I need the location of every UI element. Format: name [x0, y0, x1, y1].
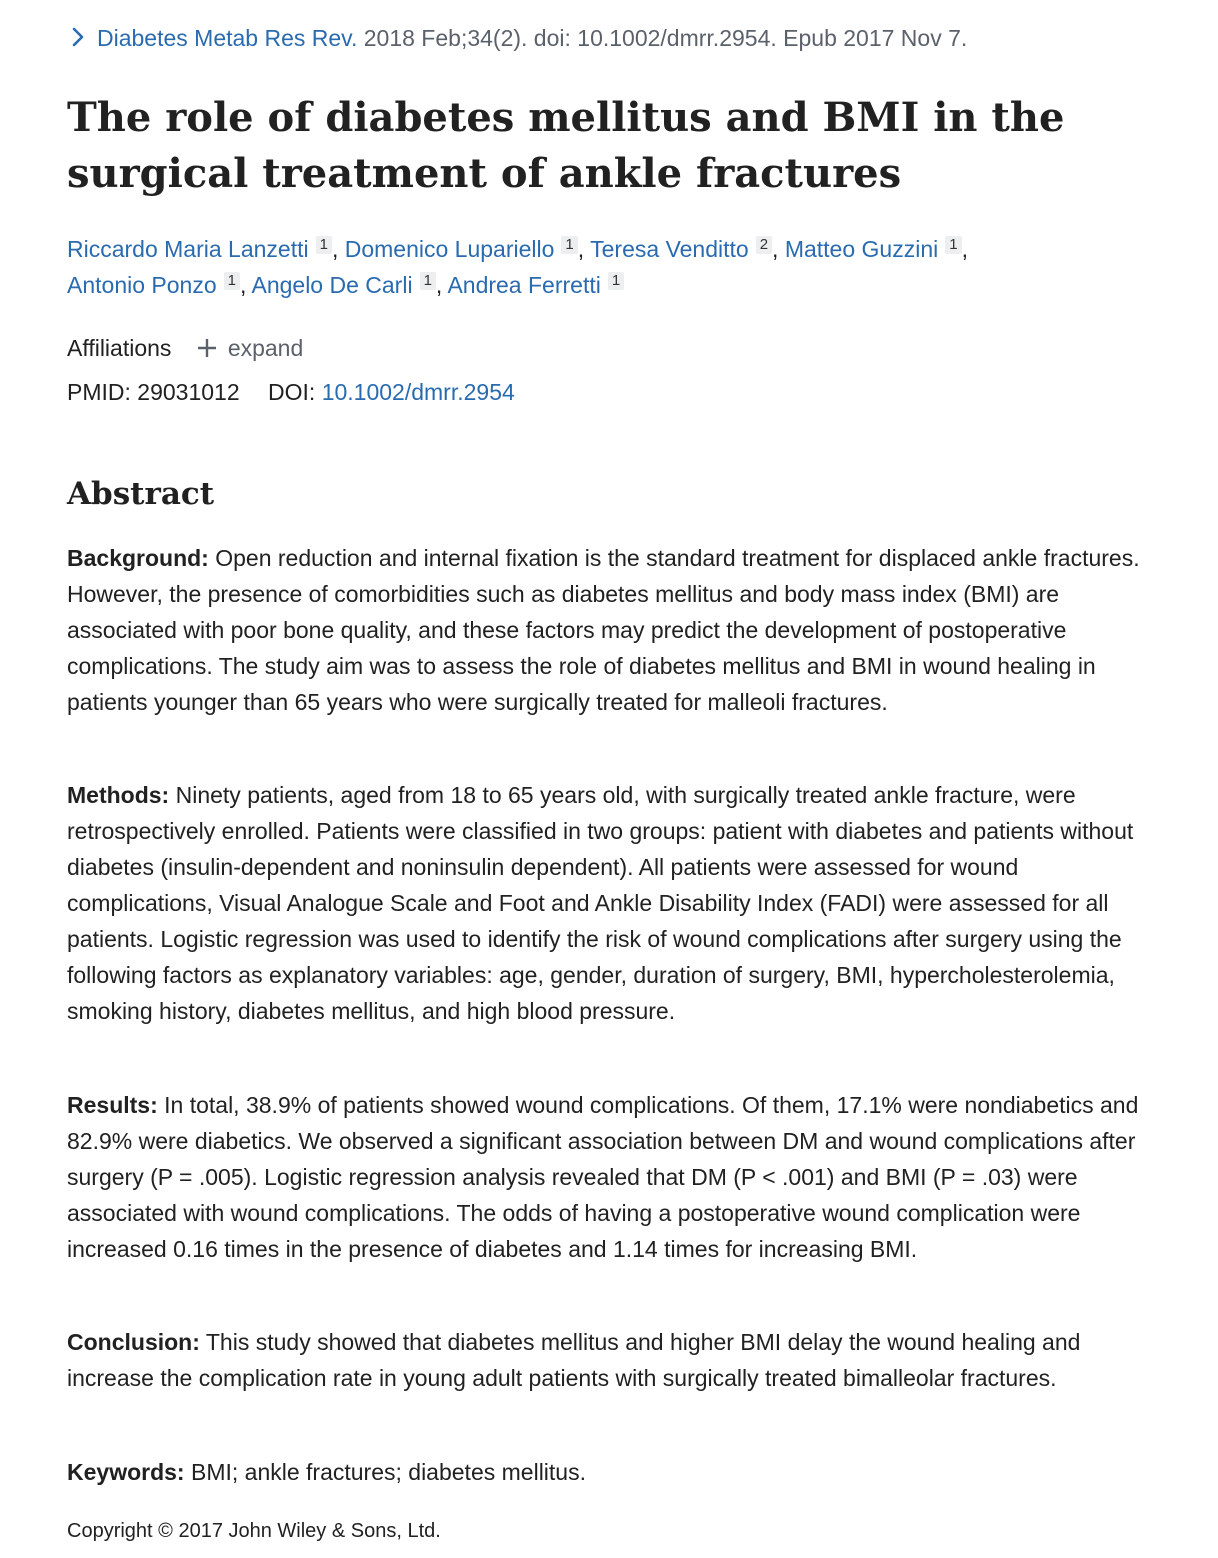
conclusion-label: Conclusion:	[67, 1329, 200, 1355]
conclusion-text: This study showed that diabetes mellitus and higher BMI delay the wound healing and increase the complication rate in young adult patients with surgically treated bimalleolar fractures.	[67, 1329, 1081, 1391]
abstract-heading: Abstract	[67, 476, 215, 512]
affiliations-row	[67, 331, 303, 365]
affiliation-number[interactable]: 1	[561, 236, 577, 254]
pmid-label: PMID:	[67, 379, 131, 405]
affiliation-number[interactable]: 1	[420, 272, 436, 290]
affiliation-number[interactable]: 1	[608, 272, 624, 290]
abstract-keywords	[67, 1454, 1142, 1490]
affiliation-number[interactable]: 1	[316, 236, 332, 254]
author-link[interactable]: Domenico Lupariello	[344, 236, 555, 262]
methods-label: Methods:	[67, 782, 170, 808]
author-link[interactable]: Angelo De Carli	[251, 272, 413, 298]
keywords-text[interactable]: BMI; ankle fractures; diabetes mellitus.	[190, 1459, 586, 1485]
citation-line	[67, 22, 967, 56]
abstract-results	[67, 1087, 1142, 1267]
background-label: Background:	[67, 545, 209, 571]
affiliations-label: Affiliations	[67, 335, 172, 361]
citation-details: 2018 Feb;34(2). doi: 10.1002/dmrr.2954. Epub 2017 Nov 7.	[363, 25, 968, 51]
abstract-conclusion	[67, 1324, 1142, 1396]
author-item	[785, 236, 962, 262]
abstract-methods	[67, 777, 1142, 1029]
journal-link[interactable]: Diabetes Metab Res Rev.	[97, 25, 358, 51]
background-text: Open reduction and internal fixation is the standard treatment for displaced ankle fractures. However, the presence of comorbidities such as diabetes mellitus and body mass index (BMI) are associated with poor bone quality, and these factors may predict the development of postoperative complications. The study aim was to assess the role of diabetes mellitus and BMI in wound healing in patients younger than 65 years who were surgically treated for malleoli fractures.	[67, 545, 1140, 715]
author-link[interactable]: Riccardo Maria Lanzetti	[67, 236, 309, 262]
author-item	[67, 236, 332, 262]
author-link[interactable]: Matteo Guzzini	[784, 236, 939, 262]
author-item	[345, 236, 578, 262]
pmid-value: 29031012	[137, 379, 240, 405]
author-list: Riccardo Maria Lanzetti 1 , Domenico Lupariello 1 , Teresa Venditto 2 , Matteo Guzzini 1 , Antonio Ponzo 1 , Angelo De Carli 1 , Andrea Ferretti 1	[67, 236, 968, 298]
abstract-background	[67, 540, 1142, 720]
affiliations-expand-button[interactable]	[196, 335, 303, 361]
expand-label: expand	[227, 335, 304, 361]
author-link[interactable]: Antonio Ponzo	[67, 272, 217, 298]
author-link[interactable]: Teresa Venditto	[590, 236, 749, 262]
author-link[interactable]: Andrea Ferretti	[447, 272, 601, 298]
affiliation-number[interactable]: 1	[224, 272, 240, 290]
keywords-label: Keywords:	[67, 1459, 185, 1485]
copyright-notice: Copyright © 2017 John Wiley & Sons, Ltd.	[67, 1520, 441, 1542]
affiliation-number[interactable]: 2	[756, 236, 772, 254]
author-item	[251, 272, 435, 298]
plus-icon	[196, 334, 218, 356]
author-item	[67, 272, 240, 298]
author-item	[447, 272, 624, 298]
doi-link[interactable]: 10.1002/dmrr.2954	[321, 379, 515, 405]
chevron-right-icon[interactable]	[67, 24, 89, 56]
article-title: The role of diabetes mellitus and BMI in the surgical treatment of ankle fractures	[67, 94, 1065, 197]
doi-label: DOI:	[268, 379, 316, 405]
author-item	[590, 236, 772, 262]
methods-text: Ninety patients, aged from 18 to 65 years old, with surgically treated ankle fracture, were retrospectively enrolled. Patients were classified in two groups: patient with diabetes and patients without diabetes (insulin-dependent and noninsulin dependent). All patients were assessed for wound complications, Visual Analogue Scale and Foot and Ankle Disability Index (FADI) were assessed for all patients. Logistic regression was used to identify the risk of wound complications after surgery using the following factors as explanatory variables: age, gender, duration of surgery, BMI, hypercholesterolemia, smoking history, diabetes mellitus, and high blood pressure.	[67, 782, 1134, 1024]
results-label: Results:	[67, 1092, 158, 1118]
affiliation-number[interactable]: 1	[945, 236, 961, 254]
results-text: In total, 38.9% of patients showed wound complications. Of them, 17.1% were nondiabetics and 82.9% were diabetics. We observed a significant association between DM and wound complications after surgery (P = .005). Logistic regression analysis revealed that DM (P < .001) and BMI (P = .03) were associated with wound complications. The odds of having a postoperative wound complication were increased 0.16 times in the presence of diabetes and 1.14 times for increasing BMI.	[67, 1092, 1139, 1262]
identifiers-row	[67, 375, 515, 409]
